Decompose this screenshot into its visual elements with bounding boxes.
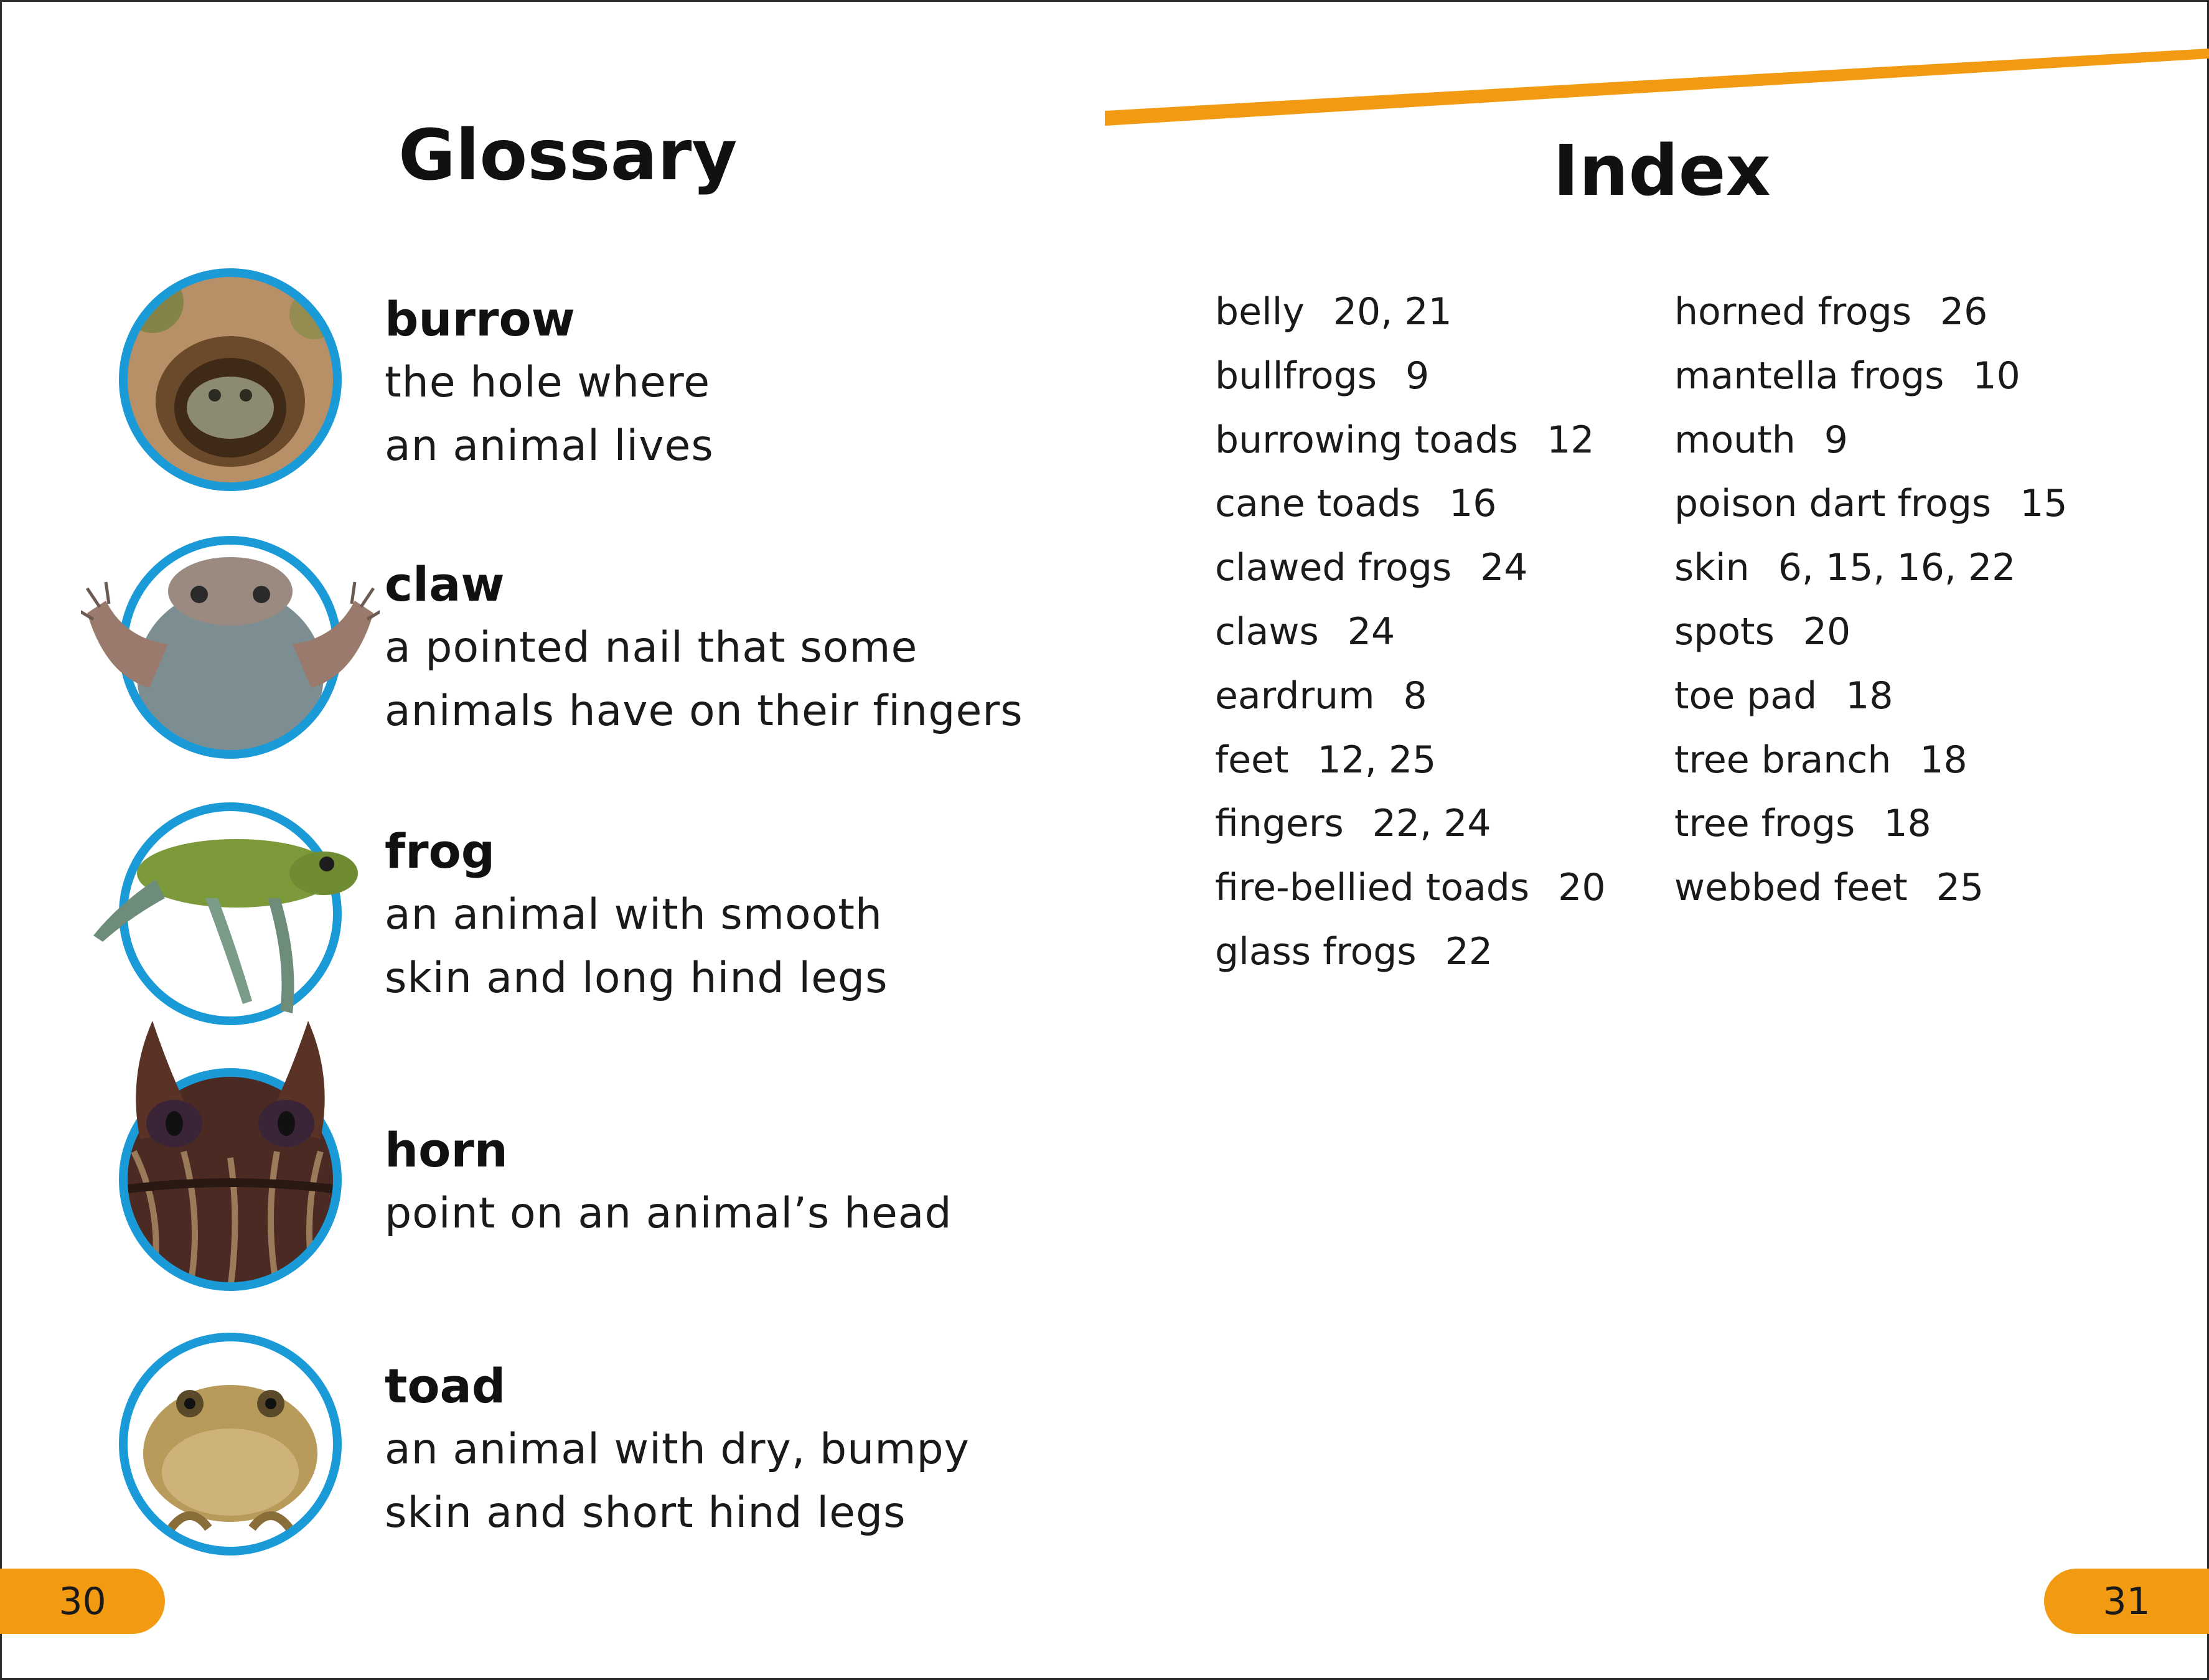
index-pages: 18 [1883, 802, 1931, 846]
index-term: feet [1215, 738, 1289, 782]
index-term: mantella frogs [1674, 354, 1944, 398]
index-entry [1674, 728, 2068, 792]
glossary-definition-line: skin and short hind legs [385, 1488, 906, 1537]
index-entry [1674, 344, 2068, 408]
index-pages: 26 [1939, 290, 1988, 334]
index-pages: 10 [1972, 354, 2020, 398]
index-term: eardrum [1215, 673, 1375, 718]
glossary-definition-line: skin and long hind legs [385, 954, 888, 1003]
index-term: horned frogs [1674, 290, 1911, 334]
index-pages: 20 [1558, 866, 1606, 910]
index-entry [1215, 472, 1606, 536]
toad-in-burrow-photo [115, 265, 345, 495]
index-pages: 16 [1449, 482, 1497, 526]
glossary-definition-line: an animal lives [385, 421, 714, 471]
index-term: tree branch [1674, 738, 1892, 782]
index-entry [1674, 408, 2068, 472]
glossary-definition-line: an animal with dry, bumpy [385, 1425, 970, 1474]
index-term: glass frogs [1215, 929, 1417, 974]
index-pages: 8 [1403, 673, 1427, 718]
index-term: claws [1215, 609, 1319, 654]
index-term: poison dart frogs [1674, 482, 1992, 526]
glossary-entry-frog [385, 820, 1063, 1010]
clawed-frog-photo [81, 532, 380, 763]
index-term: spots [1674, 609, 1775, 654]
index-entry [1674, 792, 2068, 856]
index-term: cane toads [1215, 482, 1421, 526]
index-entry [1215, 408, 1606, 472]
index-term: webbed feet [1674, 866, 1908, 910]
index-pages: 9 [1405, 354, 1430, 398]
horned-frog-photo [115, 1015, 345, 1295]
page-number-right: 31 [2044, 1569, 2209, 1634]
index-entry [1674, 472, 2068, 536]
index-entry [1674, 600, 2068, 664]
glossary-term: frog [385, 824, 495, 879]
glossary-term: horn [385, 1122, 508, 1178]
glossary-definition-line: a pointed nail that some [385, 623, 918, 672]
index-column-left [1215, 280, 1606, 984]
index-pages: 20 [1803, 609, 1851, 654]
glossary-entry-toad [385, 1354, 1063, 1545]
index-term: mouth [1674, 418, 1796, 462]
index-pages: 22, 24 [1372, 802, 1491, 846]
glossary-definition-line: animals have on their fingers [385, 687, 1023, 736]
index-term: toe pad [1674, 673, 1817, 718]
index-pages: 6, 15, 16, 22 [1778, 546, 2016, 590]
index-entry [1674, 664, 2068, 728]
green-frog-photo [81, 799, 367, 1029]
index-term: burrowing toads [1215, 418, 1519, 462]
glossary-term: burrow [385, 291, 575, 347]
glossary-entry-claw [385, 553, 1063, 743]
glossary-entry-horn [385, 1119, 1063, 1246]
index-pages: 18 [1920, 738, 1967, 782]
glossary-entry-burrow [385, 288, 1063, 478]
index-entry [1215, 344, 1606, 408]
index-entry [1215, 728, 1606, 792]
index-entry [1215, 792, 1606, 856]
index-entry [1215, 536, 1606, 600]
index-entry [1215, 664, 1606, 728]
index-entry [1215, 856, 1606, 920]
index-pages: 15 [2020, 482, 2068, 526]
glossary-definition-line: the hole where [385, 358, 711, 407]
glossary-term: toad [385, 1358, 506, 1414]
page-number-left: 30 [0, 1569, 165, 1634]
index-term: clawed frogs [1215, 546, 1452, 590]
cane-toad-photo [115, 1329, 345, 1559]
index-pages: 24 [1347, 609, 1395, 654]
index-pages: 24 [1480, 546, 1528, 590]
index-title: Index [1553, 131, 1771, 212]
glossary-title: Glossary [398, 115, 738, 196]
index-entry [1674, 280, 2068, 344]
index-term: tree frogs [1674, 802, 1855, 846]
index-column-right [1674, 280, 2068, 920]
index-term: skin [1674, 546, 1750, 590]
index-term: fire-bellied toads [1215, 866, 1530, 910]
index-entry [1674, 536, 2068, 600]
index-pages: 12, 25 [1317, 738, 1437, 782]
index-term: bullfrogs [1215, 354, 1377, 398]
glossary-definition-line: an animal with smooth [385, 890, 883, 939]
index-entry [1215, 280, 1606, 344]
index-pages: 20, 21 [1333, 290, 1452, 334]
index-entry [1215, 920, 1606, 984]
glossary-definition-line: point on an animal’s head [385, 1189, 952, 1238]
index-pages: 25 [1936, 866, 1984, 910]
index-term: belly [1215, 290, 1305, 334]
index-entry [1215, 600, 1606, 664]
index-pages: 18 [1846, 673, 1893, 718]
index-term: fingers [1215, 802, 1344, 846]
index-pages: 9 [1824, 418, 1848, 462]
glossary-term: claw [385, 556, 505, 612]
index-pages: 12 [1547, 418, 1595, 462]
accent-line [0, 0, 2209, 149]
index-pages: 22 [1445, 929, 1493, 974]
index-entry [1674, 856, 2068, 920]
